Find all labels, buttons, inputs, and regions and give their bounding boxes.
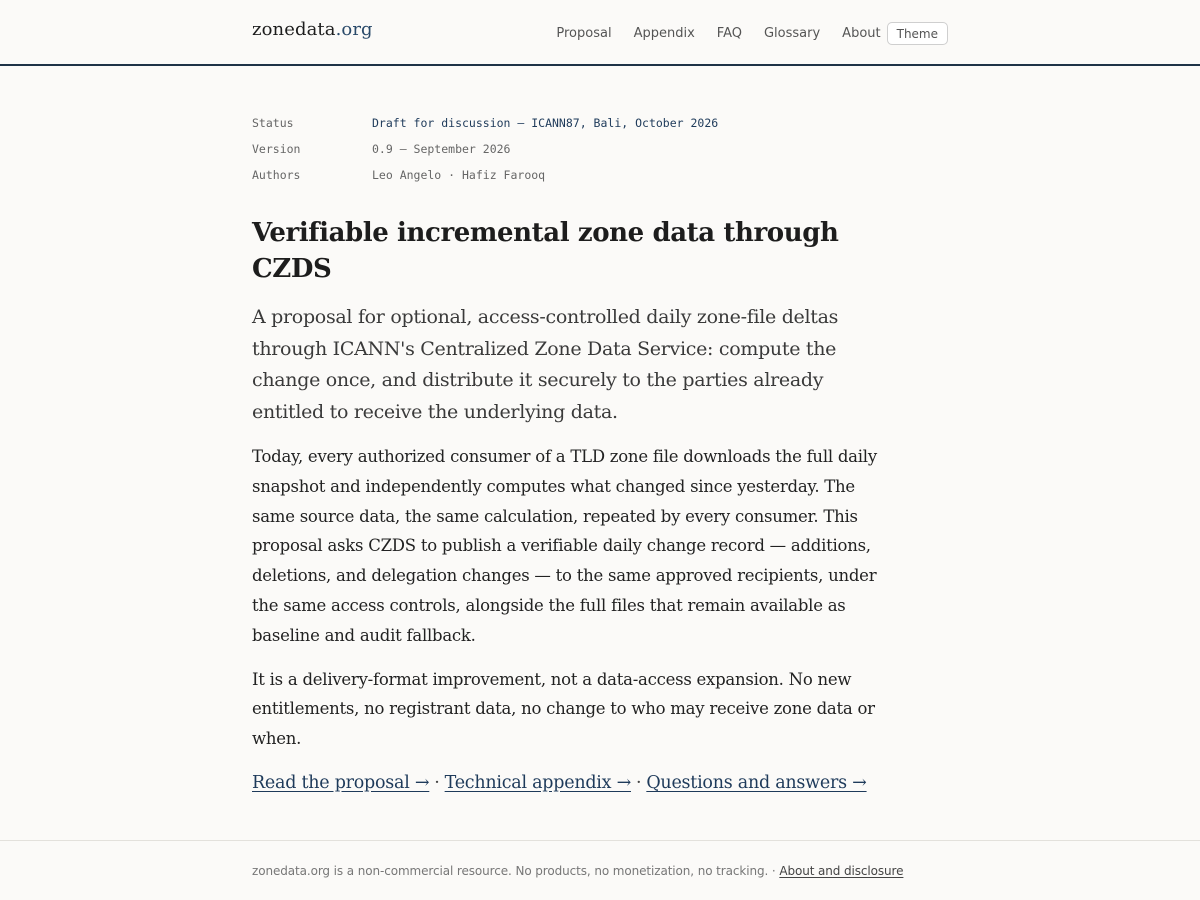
meta-authors-value: Leo Angelo · Hafiz Farooq — [372, 168, 546, 182]
meta-status-key: Status — [252, 116, 294, 130]
brand-tld: .org — [335, 19, 373, 40]
lede-paragraph: A proposal for optional, access-controlled daily zone-file deltas through ICANN's Centralized Zone Data Service: compute the change once, and distribute it securely to the parties already entitled to receive the underlying data. — [252, 306, 839, 423]
meta-authors-row — [252, 162, 892, 188]
page-title: Verifiable incremental zone data through CZDS — [252, 218, 839, 284]
brand-name: zonedata — [252, 19, 336, 40]
meta-version-key: Version — [252, 142, 301, 156]
nav-about-link[interactable]: About — [842, 26, 881, 41]
site-header — [0, 0, 1200, 66]
nav-glossary-link[interactable]: Glossary — [763, 26, 821, 41]
theme-toggle-button[interactable]: Theme — [887, 22, 948, 45]
nav-appendix-link[interactable]: Appendix — [633, 26, 695, 41]
nav-faq-link[interactable]: FAQ — [716, 26, 742, 41]
link-separator: · — [434, 772, 440, 793]
meta-version-value: 0.9 — September 2026 — [372, 142, 511, 156]
document-meta — [252, 110, 892, 188]
body-paragraph-2: It is a delivery-format improvement, not a data-access expansion. No new entitlements, no registrant data, no change to who may receive zone data or when. — [252, 669, 875, 749]
meta-version-row — [252, 136, 892, 162]
footer-disclaimer: zonedata.org is a non-commercial resource. No products, no monetization, no tracking. · — [252, 864, 776, 878]
cta-links — [252, 768, 892, 798]
link-separator: · — [636, 772, 642, 793]
technical-appendix-link[interactable]: Technical appendix → — [444, 772, 631, 793]
meta-status-row — [252, 110, 892, 136]
footer-text — [252, 864, 903, 878]
main-nav — [556, 22, 948, 45]
nav-proposal-link[interactable]: Proposal — [556, 26, 612, 41]
site-logo-link[interactable] — [252, 19, 373, 40]
questions-answers-link[interactable]: Questions and answers → — [646, 772, 867, 793]
read-proposal-link[interactable]: Read the proposal → — [252, 772, 430, 793]
about-disclosure-link[interactable]: About and disclosure — [779, 864, 904, 878]
site-footer — [0, 840, 1200, 900]
meta-authors-key: Authors — [252, 168, 301, 182]
body-paragraph-1: Today, every authorized consumer of a TLD zone file downloads the full daily snapshot and independently computes what changed since yesterday. The same source data, the same calculation, repeated by every consumer. This proposal asks CZDS to publish a verifiable daily change record — additions, deletions, and delegation changes — to the same approved recipients, under the same access controls, alongside the full files that remain available as baseline and audit fallback. — [252, 447, 877, 645]
meta-status-value: Draft for discussion — ICANN87, Bali, October 2026 — [372, 116, 719, 130]
main-content — [252, 215, 892, 798]
